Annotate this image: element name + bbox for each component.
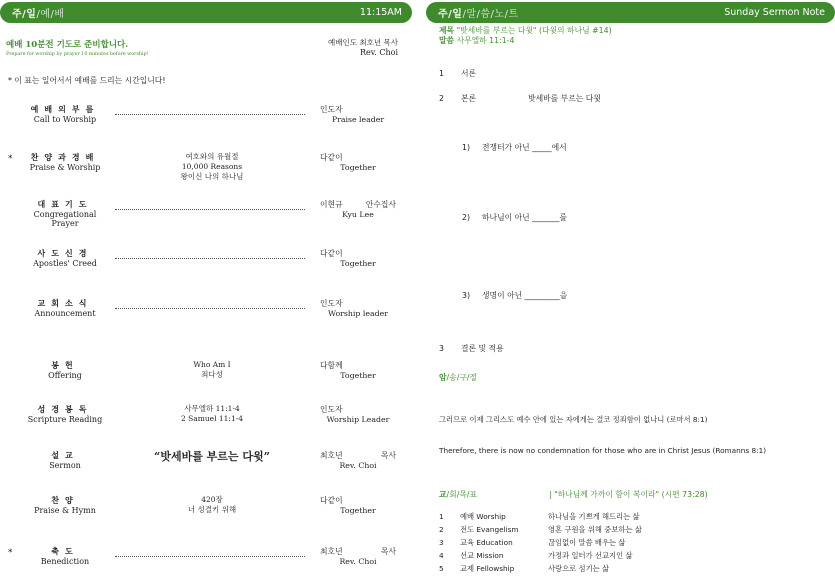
sermon-header-right: Sunday Sermon Note: [724, 7, 825, 18]
dotted-leader-line: [115, 556, 305, 557]
goal-area: 예배 Worship: [460, 512, 506, 521]
order-title-ko: 찬양과경배: [30, 152, 100, 162]
order-row: [0, 450, 412, 490]
header-title-light: /말/씀/노/트: [462, 9, 519, 20]
dotted-leader-line: [115, 258, 305, 259]
order-detail-line: 너 성결키 위해: [187, 505, 237, 514]
sermon-header-title: [438, 5, 519, 20]
order-detail-line: 여호와의 유월절: [185, 152, 239, 161]
prep-message: [6, 38, 149, 57]
sermon-title-big: “밧세바를 부르는 다윗”: [154, 450, 270, 463]
order-leader-en: Worship Leader: [326, 415, 390, 424]
order-leader-en: Praise leader: [331, 115, 385, 124]
outline-item: [439, 68, 476, 79]
order-title-ko: 성경봉독: [37, 404, 93, 414]
standing-marker: *: [8, 548, 13, 558]
goal-area: 전도 Evangelism: [460, 525, 519, 534]
order-leader-ko: 인도자: [320, 105, 343, 114]
memory-verse-ko: 그러므로 이제 그리스도 예수 안에 있는 자에게는 결코 정죄함이 없나니 (로마서 8:1): [439, 415, 708, 424]
worship-header-title: [12, 5, 65, 20]
service-leader-ko: 예배인도 최호년 목사: [328, 38, 398, 47]
church-goals-heading: [439, 489, 477, 500]
goal-area: 선교 Mission: [460, 551, 504, 560]
order-title-ko: 설교: [51, 450, 79, 460]
scripture-ref: 사무엘하 11:1-4: [456, 36, 515, 45]
goal-num: 3: [439, 538, 444, 547]
order-title-ko: 축도: [51, 546, 79, 556]
order-leader-en: Together: [340, 163, 376, 172]
outline-num: 3: [439, 344, 444, 353]
order-title-en: Congregational Prayer: [33, 210, 97, 228]
order-title-ko: 대표기도: [37, 199, 93, 209]
order-row: [0, 199, 412, 239]
order-title-en: Offering: [48, 371, 82, 380]
order-title-en: Praise & Hymn: [34, 506, 96, 515]
order-title-en: Benediction: [40, 557, 90, 566]
order-leader-en: Together: [340, 506, 376, 515]
order-row: [0, 404, 412, 444]
goal-num: 2: [439, 525, 444, 534]
order-leader-ko: 다같이: [320, 496, 343, 505]
order-detail-line: 10,000 Reasons: [181, 162, 243, 171]
sermon-title: "밧세바를 부르는 다윗" (다윗의 하나님 #14): [456, 26, 612, 35]
order-title-en: Sermon: [49, 461, 81, 470]
standing-marker: *: [8, 154, 13, 164]
outline-text: 본론: [461, 94, 477, 103]
order-detail-line: 죄다성: [201, 370, 223, 379]
sub-point-text: 전쟁터가 아닌 _____에서: [482, 143, 567, 152]
sermon-title-label: 제목: [439, 26, 455, 35]
dotted-leader-line: [115, 114, 305, 115]
order-title-en: Announcement: [34, 309, 96, 318]
memory-verse-en: Therefore, there is now no condemnation for those who are in Christ Jesus (Romanns 8:1): [439, 446, 767, 455]
sub-point-text: 생명이 아닌 _________을: [482, 291, 568, 300]
outline-num: 1: [439, 69, 444, 78]
worship-header-bar: [0, 2, 412, 23]
order-row: [0, 248, 412, 288]
goal-area: 교육 Education: [460, 538, 513, 547]
goal-desc: 가정과 일터가 선교지인 삶: [548, 551, 633, 560]
goal-num: 5: [439, 564, 444, 573]
outline-text: 서론: [461, 69, 477, 78]
dotted-leader-line: [115, 308, 305, 309]
order-title-ko: 사도신경: [37, 248, 93, 258]
order-title-en: Apostles' Creed: [33, 259, 97, 268]
church-goal-item: [439, 538, 625, 548]
order-row: [0, 152, 412, 192]
sub-point-num: 3): [462, 291, 471, 300]
order-leader-en: Rev. Choi: [339, 461, 377, 470]
order-title-en: Scripture Reading: [27, 415, 103, 424]
church-goal-item: [439, 525, 642, 535]
sub-point: [462, 212, 567, 223]
outline-item: [439, 343, 504, 354]
order-leader-en: Kyu Lee: [342, 210, 374, 219]
order-leader-ko: 다함께: [320, 361, 343, 370]
goal-desc: 끊임없이 말씀 배우는 삶: [548, 538, 626, 547]
order-leader-ko: 최호년 목사: [320, 451, 396, 460]
outline-extra: 밧세바를 부르는 다윗: [528, 94, 601, 103]
header-title-bold: 주/일: [438, 9, 463, 20]
order-leader-en: Together: [340, 371, 376, 380]
church-goal-item: [439, 512, 640, 522]
standing-note: * 이 표는 일어서서 예배를 드리는 시간입니다!: [8, 76, 166, 85]
heading-bold: 교: [439, 490, 447, 499]
order-leader-ko: 다같이: [320, 249, 343, 258]
sermon-header-bar: [426, 2, 835, 23]
sub-point-num: 2): [462, 213, 471, 222]
order-title-ko: 봉헌: [51, 360, 79, 370]
sermon-note-panel: [426, 0, 835, 578]
header-title-bold: 주/일: [12, 9, 37, 20]
heading-light: /회/목/표: [446, 490, 478, 499]
sub-point-text: 하나님이 아닌 _______를: [482, 213, 567, 222]
order-leader-en: Together: [340, 259, 376, 268]
order-title-ko: 찬양: [51, 495, 79, 505]
goal-num: 1: [439, 512, 444, 521]
scripture-label: 말씀: [439, 36, 455, 45]
sermon-info: [439, 26, 612, 46]
order-row: [0, 298, 412, 338]
order-detail-line: 420장: [201, 495, 223, 504]
order-row: [0, 104, 412, 144]
dotted-leader-line: [115, 209, 305, 210]
goal-desc: 하나님을 기쁘게 해드리는 삶: [548, 512, 640, 521]
order-leader-ko: 인도자: [320, 405, 343, 414]
service-time: 11:15AM: [359, 7, 402, 18]
order-title-en: Praise & Worship: [29, 163, 101, 172]
order-leader-ko: 다같이: [320, 153, 343, 162]
order-title-ko: 예배의부름: [30, 104, 100, 114]
order-row: [0, 495, 412, 535]
heading-light: /송/구/절: [446, 373, 478, 382]
goal-num: 4: [439, 551, 444, 560]
outline-num: 2: [439, 94, 444, 103]
church-goal-item: [439, 564, 609, 574]
goal-desc: 사랑으로 섬기는 삶: [548, 564, 610, 573]
order-leader-ko: 최호년 목사: [320, 547, 396, 556]
sub-point: [462, 142, 567, 153]
order-leader-en: Rev. Choi: [339, 557, 377, 566]
order-detail-line: 왕이신 나의 하나님: [180, 172, 244, 181]
order-detail-line: 사무엘하 11:1-4: [184, 404, 240, 413]
worship-order-panel: [0, 0, 412, 578]
order-row: [0, 360, 412, 400]
sub-point-num: 1): [462, 143, 471, 152]
order-detail-line: Who Am I: [193, 360, 231, 369]
prep-message-ko: 예배 10분전 기도로 준비합니다.: [6, 40, 129, 50]
memory-verse-heading: [439, 372, 477, 383]
order-leader-ko: 인도자: [320, 299, 343, 308]
order-detail-line: 2 Samuel 11:1-4: [180, 414, 244, 423]
order-leader-ko: 이현규 안수집사: [320, 200, 396, 209]
sub-point: [462, 290, 567, 301]
header-title-light: /예/배: [36, 9, 65, 20]
heading-bold: 암: [439, 373, 447, 382]
church-goal-item: [439, 551, 633, 561]
service-leader-en: Rev. Choi: [359, 48, 398, 57]
outline-item: [439, 93, 601, 104]
order-title-ko: 교회소식: [37, 298, 93, 308]
order-title-en: Call to Worship: [33, 115, 97, 124]
goal-desc: 영혼 구원을 위해 중보하는 삶: [548, 525, 642, 534]
goal-area: 교제 Fellowship: [460, 564, 515, 573]
order-row: [0, 546, 412, 578]
order-leader-en: Worship leader: [328, 309, 388, 318]
service-leader: [328, 37, 398, 57]
outline-text: 결론 및 적용: [461, 344, 504, 353]
church-theme: | "하나님께 가까이 함이 복이라" (시편 73:28): [549, 490, 708, 499]
prep-message-en: Prepare for worship by prayer 10 minutes before worship!: [6, 52, 149, 57]
